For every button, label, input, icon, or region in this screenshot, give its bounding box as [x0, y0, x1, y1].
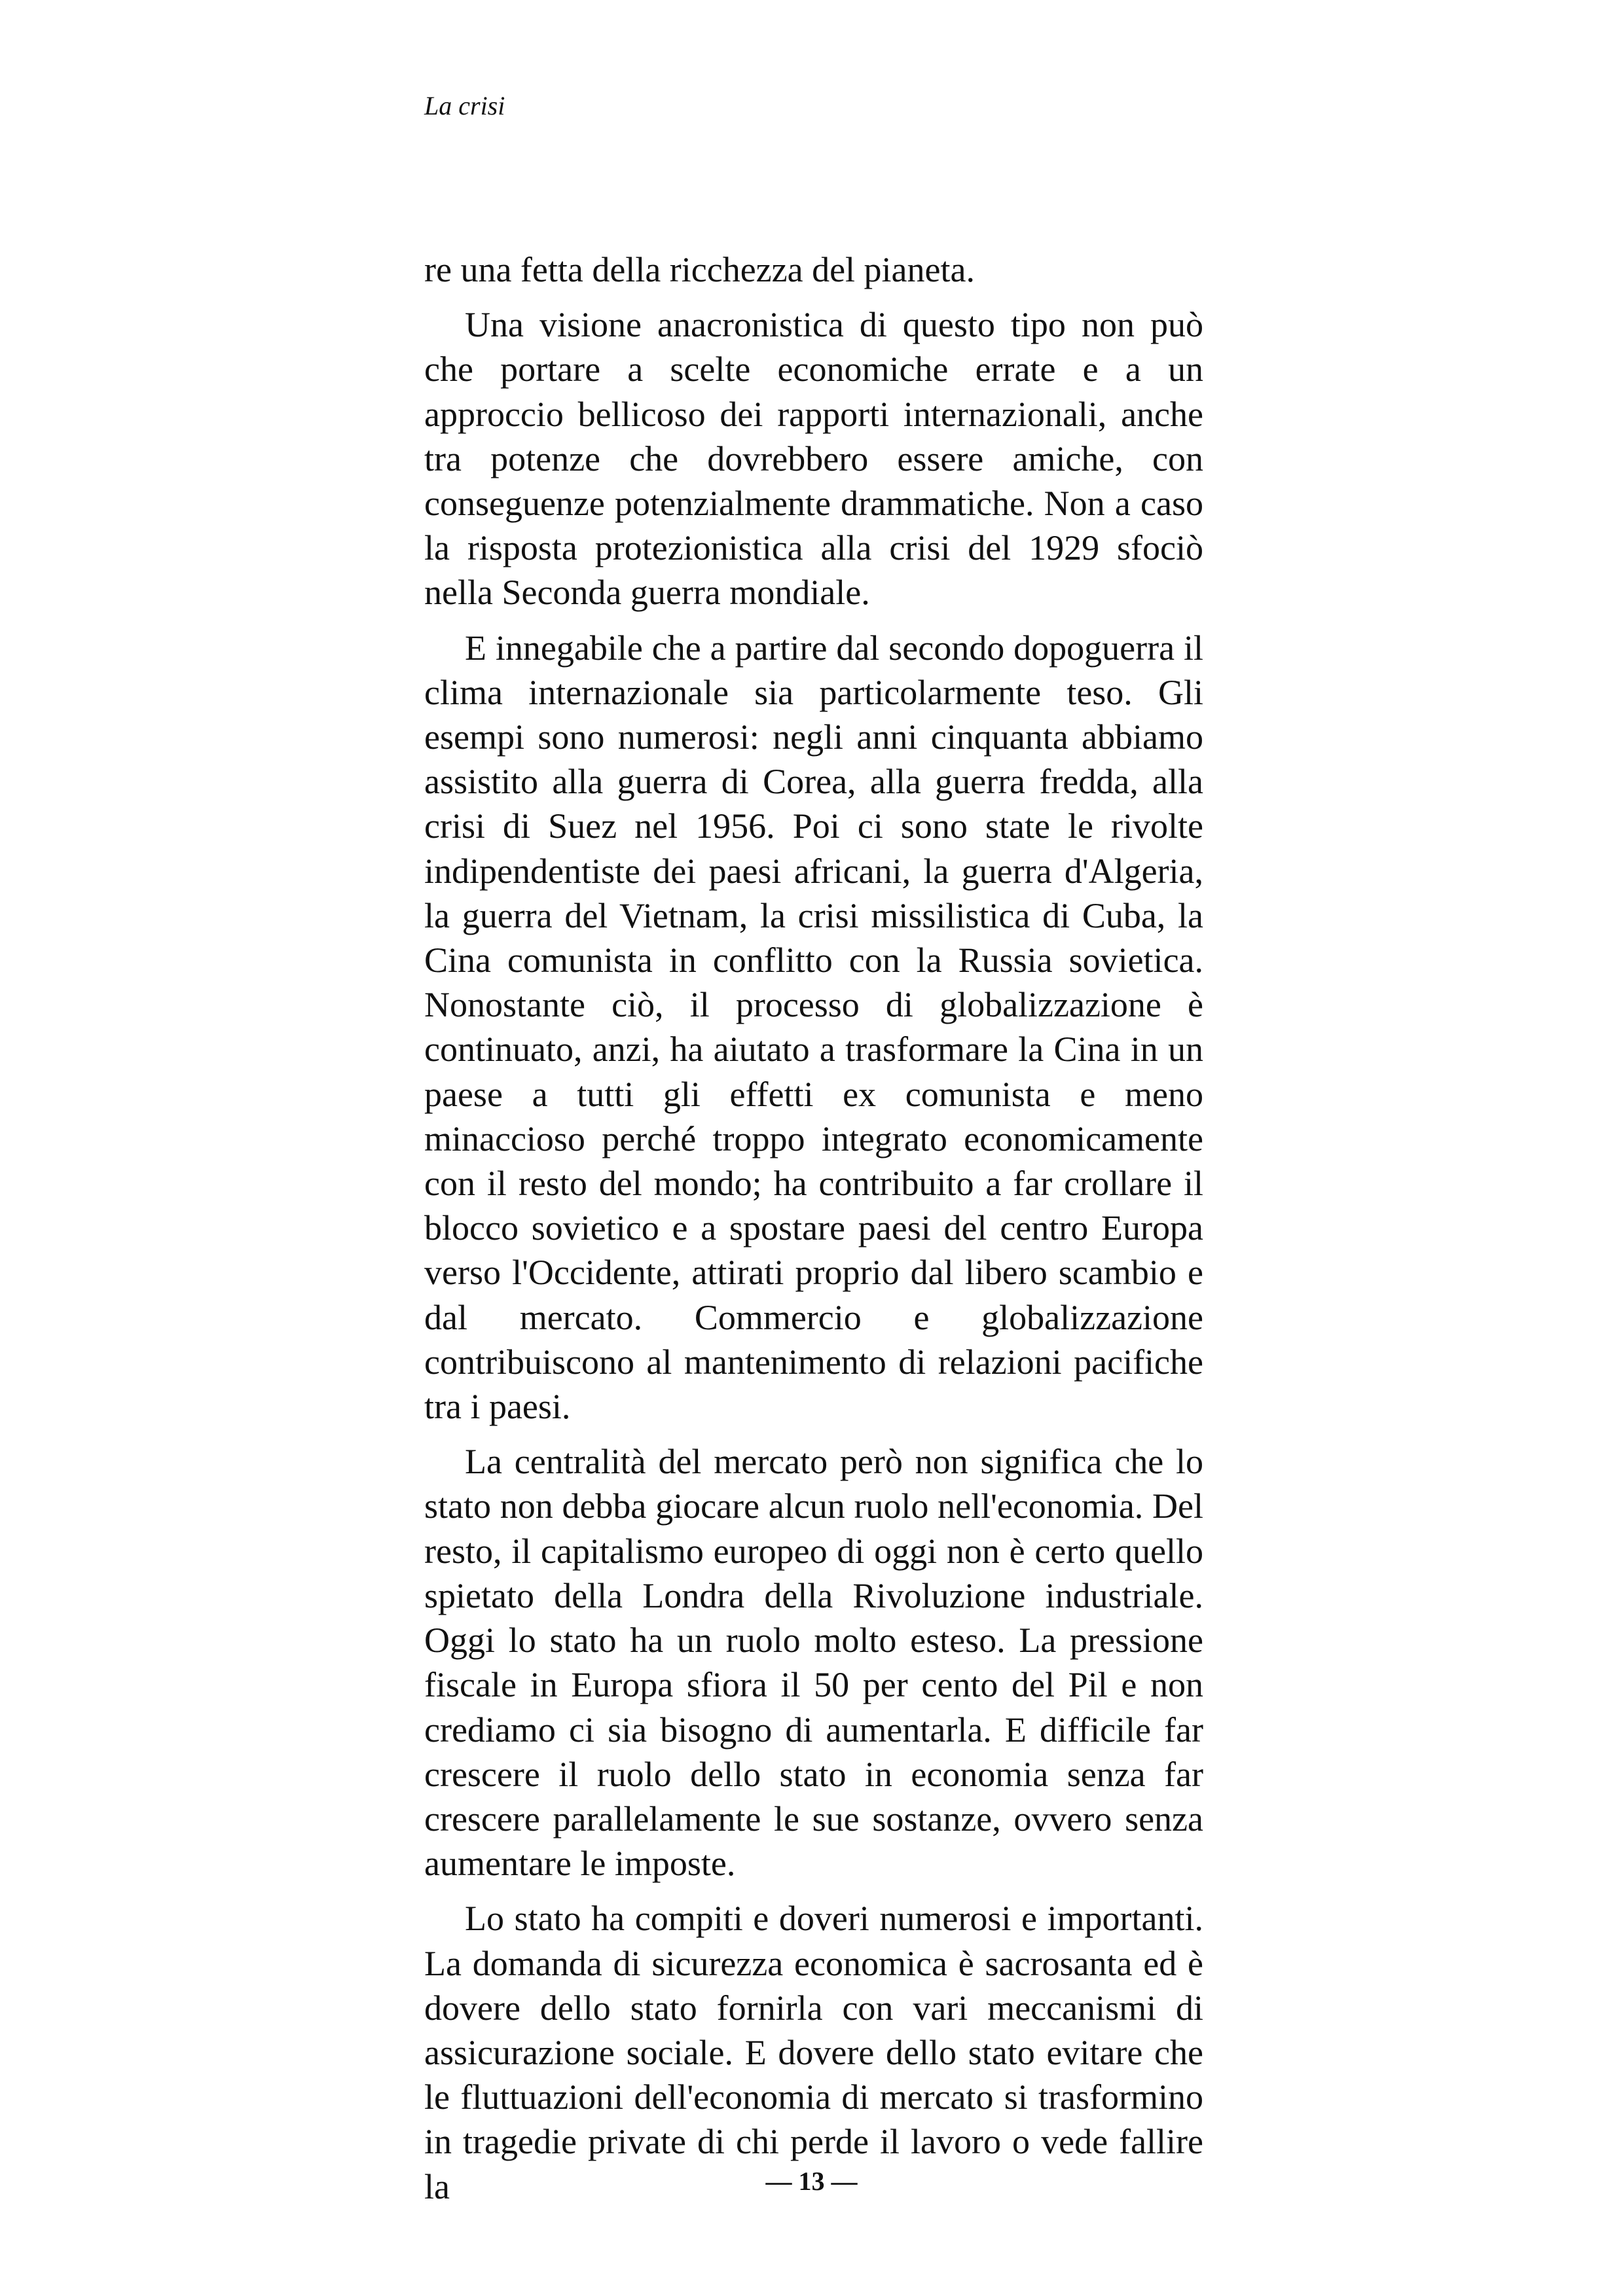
paragraph: Una visione anacronistica di questo tipo non può che portare a scelte economiche errate e a un approccio bellicoso dei rapporti internazionali, anche tra potenze che dovrebbero essere amiche, con conseguenze potenzialmente drammatiche. Non a caso la risposta protezionistica alla crisi del 1929 sfociò nella Seconda guerra mondiale. — [424, 305, 1203, 613]
paragraph: E innegabile che a partire dal secondo dopoguerra il clima internazionale sia particolarmente teso. Gli esempi sono numerosi: negli anni cinquanta abbiamo assistito alla guerra di Corea, alla guerra fredda, alla crisi di Suez nel 1956. Poi ci sono state le rivolte indipendentiste dei paesi africani, la guerra d'Algeria, la guerra del Vietnam, la crisi missilistica di Cuba, la Cina comunista in conflitto con la Russia sovietica. Nonostante ciò, il processo di globalizzazione è continuato, anzi, ha aiutato a trasformare la Cina in un paese a tutti gli effetti ex comunista e meno minaccioso perché troppo integrato economicamente con il resto del mondo; ha contribuito a far crollare il blocco sovietico e a spostare paesi del centro Europa verso l'Occidente, attirati proprio dal libero scambio e dal mercato. Commercio e globalizzazione contribuiscono al mantenimento di relazioni pacifiche tra i paesi. — [424, 628, 1203, 1427]
page-number: — 13 — — [765, 2166, 858, 2196]
paragraph-continuation: re una fetta della ricchezza del pianeta. — [424, 250, 975, 289]
body-text — [424, 247, 1203, 2209]
paragraph: Lo stato ha compiti e doveri numerosi e importanti. La domanda di sicurezza economica è sacrosanta ed è dovere dello stato fornirla con vari meccanismi di assicurazione sociale. E dovere dello stato evitare che le fluttuazioni dell'economia di mercato si trasformino in tragedie private di chi perde il lavoro o vede fallire la — [424, 1899, 1203, 2206]
running-header: La crisi — [424, 91, 505, 120]
paragraph: La centralità del mercato però non significa che lo stato non debba giocare alcun ruolo nell'economia. Del resto, il capitalismo europeo di oggi non è certo quello spietato della Londra della Rivoluzione industriale. Oggi lo stato ha un ruolo molto esteso. La pressione fiscale in Europa sfiora il 50 per cento del Pil e non crediamo ci sia bisogno di aumentarla. E difficile far crescere il ruolo dello stato in economia senza far crescere parallelamente le sue sostanze, ovvero senza aumentare le imposte. — [424, 1442, 1203, 1884]
